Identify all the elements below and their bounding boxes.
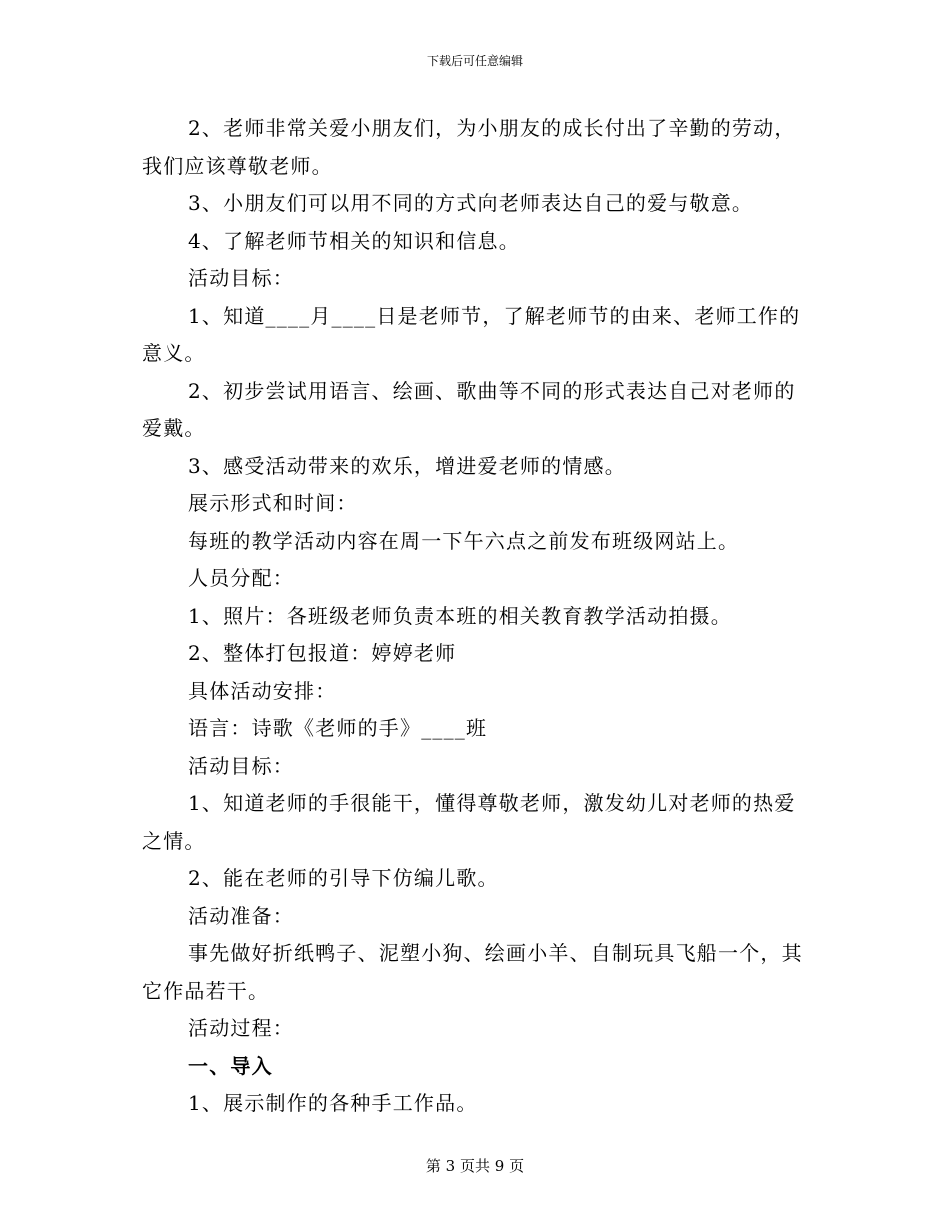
paragraph: 1、展示制作的各种手工作品。 xyxy=(188,1091,478,1115)
paragraph: 具体活动安排： xyxy=(188,678,337,703)
paragraph: 活动准备： xyxy=(188,903,294,928)
paragraph: 1、知道老师的手很能干，懂得尊敬老师，激发幼儿对老师的热爱之情。 xyxy=(142,791,796,853)
document-body xyxy=(142,110,812,1123)
paragraph: 1、照片：各班级老师负责本班的相关教育教学活动拍摄。 xyxy=(188,603,732,628)
paragraph: 2、能在老师的引导下仿编儿歌。 xyxy=(188,866,499,890)
paragraph: 4、了解老师节相关的知识和信息。 xyxy=(188,228,520,253)
paragraph: 1、知道____月____日是老师节，了解老师节的由来、老师工作的意义。 xyxy=(142,303,801,365)
paragraph: 3、小朋友们可以用不同的方式向老师表达自己的爱与敬意。 xyxy=(188,191,754,215)
section-heading: 一、导入 xyxy=(188,1053,273,1078)
paragraph: 每班的教学活动内容在周一下午六点之前发布班级网站上。 xyxy=(188,528,740,553)
paragraph: 2、老师非常关爱小朋友们，为小朋友的成长付出了辛勤的劳动，我们应该尊敬老师。 xyxy=(142,116,796,178)
paragraph: 展示形式和时间： xyxy=(188,491,358,515)
paragraph: 活动目标： xyxy=(188,753,294,778)
paragraph: 人员分配： xyxy=(188,566,294,590)
page-footer: 第 3 页共 9 页 xyxy=(425,1157,525,1175)
paragraph: 3、感受活动带来的欢乐，增进爱老师的情感。 xyxy=(188,453,626,478)
page-header: 下载后可任意编辑 xyxy=(426,54,523,68)
paragraph: 活动目标： xyxy=(188,266,294,290)
paragraph: 语言：诗歌《老师的手》____班 xyxy=(188,716,488,740)
paragraph: 事先做好折纸鸭子、泥塑小狗、绘画小羊、自制玩具飞船一个，其它作品若干。 xyxy=(142,941,803,1003)
paragraph: 活动过程： xyxy=(188,1016,294,1040)
paragraph: 2、整体打包报道：婷婷老师 xyxy=(188,641,457,665)
paragraph: 2、初步尝试用语言、绘画、歌曲等不同的形式表达自己对老师的爱戴。 xyxy=(142,378,796,440)
